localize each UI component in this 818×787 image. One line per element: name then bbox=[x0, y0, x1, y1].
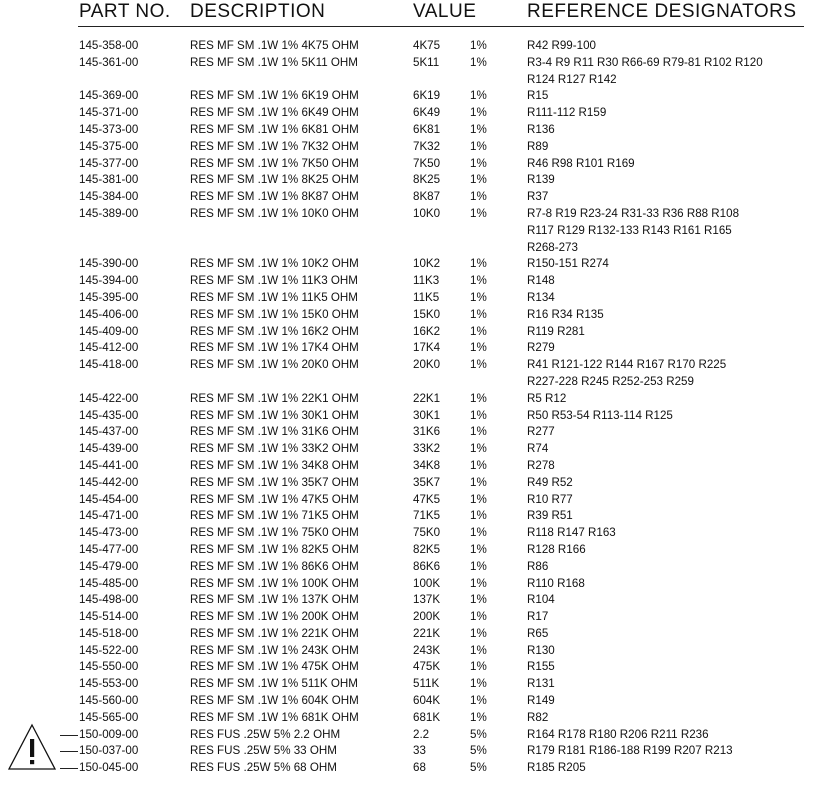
tolerance-cell: 1% bbox=[470, 677, 487, 691]
value-cell: 7K50 bbox=[413, 156, 441, 170]
value-cell: 137K bbox=[413, 593, 441, 607]
parts-row bbox=[0, 324, 818, 341]
parts-row bbox=[0, 105, 818, 122]
description-cell: RES MF SM .1W 1% 22K1 OHM bbox=[190, 391, 359, 405]
tolerance-cell: 1% bbox=[470, 89, 487, 103]
tolerance-cell: 1% bbox=[470, 475, 487, 489]
parts-row bbox=[0, 424, 818, 441]
parts-table bbox=[0, 38, 818, 777]
reference-designators-cell: R41 R121-122 R144 R167 R170 R225 bbox=[527, 358, 727, 372]
value-cell: 7K32 bbox=[413, 139, 441, 153]
description-cell: RES MF SM .1W 1% 6K19 OHM bbox=[190, 89, 359, 103]
description-cell: RES MF SM .1W 1% 681K OHM bbox=[190, 710, 359, 724]
value-cell: 33 bbox=[413, 744, 426, 758]
tolerance-cell: 1% bbox=[470, 660, 487, 674]
value-cell: 33K2 bbox=[413, 442, 441, 456]
part-number-cell: 145-394-00 bbox=[79, 274, 139, 288]
parts-row bbox=[0, 122, 818, 139]
part-number-cell: 145-422-00 bbox=[79, 391, 139, 405]
reference-designators-cell: R136 bbox=[527, 122, 555, 136]
part-number-cell: 145-439-00 bbox=[79, 442, 139, 456]
tolerance-cell: 1% bbox=[470, 576, 487, 590]
description-cell: RES MF SM .1W 1% 34K8 OHM bbox=[190, 458, 359, 472]
part-number-cell: 145-358-00 bbox=[79, 39, 139, 52]
tolerance-cell: 1% bbox=[470, 55, 487, 69]
reference-designators-cell: R134 bbox=[527, 290, 555, 304]
part-number-cell: 145-553-00 bbox=[79, 677, 139, 691]
part-number-cell: 145-479-00 bbox=[79, 559, 139, 573]
value-cell: 5K11 bbox=[413, 55, 440, 69]
description-cell: RES MF SM .1W 1% 475K OHM bbox=[190, 660, 359, 674]
reference-designators-cell: R268-273 bbox=[527, 240, 578, 254]
tolerance-cell: 1% bbox=[470, 324, 487, 338]
description-cell: RES MF SM .1W 1% 31K6 OHM bbox=[190, 425, 359, 439]
value-cell: 17K4 bbox=[413, 341, 441, 355]
description-cell: RES MF SM .1W 1% 200K OHM bbox=[190, 610, 359, 624]
part-number-cell: 145-550-00 bbox=[79, 660, 139, 674]
part-number-cell: 145-395-00 bbox=[79, 290, 139, 304]
description-cell: RES MF SM .1W 1% 7K50 OHM bbox=[190, 156, 359, 170]
part-number-cell: 145-485-00 bbox=[79, 576, 139, 590]
reference-designators-cell: R139 bbox=[527, 173, 555, 187]
reference-designators-cell: R89 bbox=[527, 139, 549, 153]
part-number-cell: 145-435-00 bbox=[79, 408, 139, 422]
part-number-cell: 145-437-00 bbox=[79, 425, 139, 439]
tolerance-cell: 1% bbox=[470, 458, 487, 472]
reference-designators-cell: R65 bbox=[527, 626, 549, 640]
part-number-cell: 145-441-00 bbox=[79, 458, 139, 472]
description-cell: RES MF SM .1W 1% 11K3 OHM bbox=[190, 274, 358, 288]
description-cell: RES MF SM .1W 1% 7K32 OHM bbox=[190, 139, 359, 153]
header-description: DESCRIPTION bbox=[190, 1, 326, 22]
description-cell: RES MF SM .1W 1% 8K25 OHM bbox=[190, 173, 359, 187]
parts-row bbox=[0, 38, 818, 55]
tolerance-cell: 1% bbox=[470, 106, 487, 120]
tolerance-cell: 1% bbox=[470, 526, 487, 540]
reference-designators-cell: R131 bbox=[527, 677, 555, 691]
tolerance-cell: 1% bbox=[470, 39, 487, 52]
reference-designators-cell: R155 bbox=[527, 660, 555, 674]
description-cell: RES MF SM .1W 1% 10K2 OHM bbox=[190, 257, 359, 271]
description-cell: RES MF SM .1W 1% 137K OHM bbox=[190, 593, 359, 607]
reference-designators-cell: R42 R99-100 bbox=[527, 39, 596, 52]
description-cell: RES MF SM .1W 1% 17K4 OHM bbox=[190, 341, 359, 355]
parts-row bbox=[0, 743, 818, 760]
reference-designators-cell: R110 R168 bbox=[527, 576, 585, 590]
parts-row bbox=[0, 441, 818, 458]
value-cell: 6K49 bbox=[413, 106, 441, 120]
tolerance-cell: 1% bbox=[470, 492, 487, 506]
reference-designators-cell: R130 bbox=[527, 643, 555, 657]
parts-row bbox=[0, 609, 818, 626]
parts-row bbox=[0, 676, 818, 693]
parts-row bbox=[0, 592, 818, 609]
tolerance-cell: 1% bbox=[470, 274, 487, 288]
value-cell: 8K87 bbox=[413, 190, 441, 204]
value-cell: 511K bbox=[413, 677, 440, 691]
parts-row bbox=[0, 508, 818, 525]
description-cell: RES FUS .25W 5% 2.2 OHM bbox=[190, 727, 341, 741]
part-number-cell: 145-454-00 bbox=[79, 492, 139, 506]
part-number-cell: 145-560-00 bbox=[79, 694, 139, 708]
part-number-cell: 145-384-00 bbox=[79, 190, 139, 204]
header-reference-designators: REFERENCE DESIGNATORS bbox=[527, 1, 797, 22]
value-cell: 16K2 bbox=[413, 324, 441, 338]
description-cell: RES MF SM .1W 1% 4K75 OHM bbox=[190, 39, 359, 52]
header-value: VALUE bbox=[413, 1, 477, 22]
reference-designators-cell: R128 R166 bbox=[527, 542, 586, 556]
value-cell: 75K0 bbox=[413, 526, 441, 540]
header-divider bbox=[78, 26, 804, 27]
tolerance-cell: 1% bbox=[470, 694, 487, 708]
description-cell: RES MF SM .1W 1% 5K11 OHM bbox=[190, 55, 358, 69]
value-cell: 22K1 bbox=[413, 391, 441, 405]
reference-designators-cell: R37 bbox=[527, 190, 549, 204]
reference-designators-cell: R148 bbox=[527, 274, 555, 288]
value-cell: 475K bbox=[413, 660, 441, 674]
value-cell: 11K3 bbox=[413, 274, 440, 288]
value-cell: 6K81 bbox=[413, 122, 441, 136]
part-number-cell: 145-361-00 bbox=[79, 55, 139, 69]
reference-designators-cell: R49 R52 bbox=[527, 475, 573, 489]
parts-row bbox=[0, 206, 818, 256]
parts-row bbox=[0, 559, 818, 576]
description-cell: RES MF SM .1W 1% 221K OHM bbox=[190, 626, 359, 640]
tolerance-cell: 1% bbox=[470, 408, 487, 422]
tolerance-cell: 1% bbox=[470, 442, 487, 456]
part-number-cell: 150-045-00 bbox=[79, 761, 139, 775]
parts-row bbox=[0, 391, 818, 408]
part-number-cell: 145-389-00 bbox=[79, 206, 139, 220]
tolerance-cell: 1% bbox=[470, 290, 487, 304]
parts-row bbox=[0, 643, 818, 660]
part-number-cell: 145-522-00 bbox=[79, 643, 139, 657]
tolerance-cell: 1% bbox=[470, 626, 487, 640]
value-cell: 221K bbox=[413, 626, 441, 640]
parts-row bbox=[0, 727, 818, 744]
parts-row bbox=[0, 475, 818, 492]
value-cell: 4K75 bbox=[413, 39, 441, 52]
safety-leader-line bbox=[60, 751, 78, 752]
tolerance-cell: 1% bbox=[470, 341, 487, 355]
description-cell: RES MF SM .1W 1% 243K OHM bbox=[190, 643, 359, 657]
description-cell: RES MF SM .1W 1% 8K87 OHM bbox=[190, 190, 359, 204]
tolerance-cell: 1% bbox=[470, 542, 487, 556]
tolerance-cell: 1% bbox=[470, 509, 487, 523]
description-cell: RES MF SM .1W 1% 16K2 OHM bbox=[190, 324, 359, 338]
value-cell: 681K bbox=[413, 710, 441, 724]
value-cell: 68 bbox=[413, 761, 426, 775]
parts-row bbox=[0, 139, 818, 156]
parts-row bbox=[0, 357, 818, 391]
reference-designators-cell: R50 R53-54 R113-114 R125 bbox=[527, 408, 673, 422]
reference-designators-cell: R46 R98 R101 R169 bbox=[527, 156, 635, 170]
header-part-no: PART NO. bbox=[79, 1, 171, 22]
tolerance-cell: 1% bbox=[470, 425, 487, 439]
value-cell: 2.2 bbox=[413, 727, 430, 741]
value-cell: 100K bbox=[413, 576, 441, 590]
value-cell: 86K6 bbox=[413, 559, 441, 573]
tolerance-cell: 1% bbox=[470, 593, 487, 607]
reference-designators-cell: R149 bbox=[527, 694, 555, 708]
reference-designators-cell: R118 R147 R163 bbox=[527, 526, 616, 540]
reference-designators-cell: R124 R127 R142 bbox=[527, 72, 617, 86]
value-cell: 34K8 bbox=[413, 458, 441, 472]
part-number-cell: 145-390-00 bbox=[79, 257, 139, 271]
tolerance-cell: 5% bbox=[470, 761, 487, 775]
parts-row bbox=[0, 340, 818, 357]
reference-designators-cell: R117 R129 R132-133 R143 R161 R165 bbox=[527, 223, 732, 237]
parts-row bbox=[0, 88, 818, 105]
reference-designators-cell: R16 R34 R135 bbox=[527, 307, 604, 321]
description-cell: RES MF SM .1W 1% 86K6 OHM bbox=[190, 559, 359, 573]
description-cell: RES MF SM .1W 1% 15K0 OHM bbox=[190, 307, 359, 321]
value-cell: 10K2 bbox=[413, 257, 441, 271]
parts-row bbox=[0, 55, 818, 89]
description-cell: RES MF SM .1W 1% 75K0 OHM bbox=[190, 526, 359, 540]
part-number-cell: 145-514-00 bbox=[79, 610, 139, 624]
reference-designators-cell: R104 bbox=[527, 593, 555, 607]
tolerance-cell: 1% bbox=[470, 122, 487, 136]
value-cell: 35K7 bbox=[413, 475, 441, 489]
value-cell: 47K5 bbox=[413, 492, 441, 506]
part-number-cell: 145-409-00 bbox=[79, 324, 139, 338]
description-cell: RES FUS .25W 5% 33 OHM bbox=[190, 744, 337, 758]
tolerance-cell: 1% bbox=[470, 257, 487, 271]
reference-designators-cell: R277 bbox=[527, 425, 555, 439]
tolerance-cell: 5% bbox=[470, 744, 487, 758]
reference-designators-cell: R164 R178 R180 R206 R211 R236 bbox=[527, 727, 709, 741]
reference-designators-cell: R185 R205 bbox=[527, 761, 586, 775]
part-number-cell: 145-375-00 bbox=[79, 139, 139, 153]
tolerance-cell: 1% bbox=[470, 139, 487, 153]
tolerance-cell: 5% bbox=[470, 727, 487, 741]
parts-row bbox=[0, 458, 818, 475]
safety-leader-line bbox=[60, 735, 78, 736]
parts-row bbox=[0, 710, 818, 727]
tolerance-cell: 1% bbox=[470, 190, 487, 204]
tolerance-cell: 1% bbox=[470, 710, 487, 724]
parts-row bbox=[0, 290, 818, 307]
reference-designators-cell: R227-228 R245 R252-253 R259 bbox=[527, 374, 694, 388]
description-cell: RES FUS .25W 5% 68 OHM bbox=[190, 761, 337, 775]
description-cell: RES MF SM .1W 1% 6K49 OHM bbox=[190, 106, 359, 120]
reference-designators-cell: R278 bbox=[527, 458, 555, 472]
value-cell: 8K25 bbox=[413, 173, 441, 187]
reference-designators-cell: R279 bbox=[527, 341, 555, 355]
value-cell: 604K bbox=[413, 694, 441, 708]
value-cell: 71K5 bbox=[413, 509, 441, 523]
value-cell: 20K0 bbox=[413, 358, 441, 372]
tolerance-cell: 1% bbox=[470, 156, 487, 170]
part-number-cell: 145-442-00 bbox=[79, 475, 139, 489]
reference-designators-cell: R3-4 R9 R11 R30 R66-69 R79-81 R102 R120 bbox=[527, 55, 763, 69]
reference-designators-cell: R17 bbox=[527, 610, 549, 624]
part-number-cell: 145-406-00 bbox=[79, 307, 139, 321]
tolerance-cell: 1% bbox=[470, 206, 487, 220]
part-number-cell: 145-565-00 bbox=[79, 710, 139, 724]
reference-designators-cell: R179 R181 R186-188 R199 R207 R213 bbox=[527, 744, 733, 758]
reference-designators-cell: R119 R281 bbox=[527, 324, 585, 338]
value-cell: 200K bbox=[413, 610, 441, 624]
parts-row bbox=[0, 273, 818, 290]
description-cell: RES MF SM .1W 1% 100K OHM bbox=[190, 576, 359, 590]
part-number-cell: 145-373-00 bbox=[79, 122, 139, 136]
description-cell: RES MF SM .1W 1% 82K5 OHM bbox=[190, 542, 359, 556]
part-number-cell: 145-498-00 bbox=[79, 593, 139, 607]
part-number-cell: 145-477-00 bbox=[79, 542, 139, 556]
reference-designators-cell: R10 R77 bbox=[527, 492, 573, 506]
parts-row bbox=[0, 189, 818, 206]
parts-row bbox=[0, 156, 818, 173]
parts-row bbox=[0, 626, 818, 643]
reference-designators-cell: R82 bbox=[527, 710, 549, 724]
value-cell: 243K bbox=[413, 643, 441, 657]
value-cell: 6K19 bbox=[413, 89, 441, 103]
value-cell: 10K0 bbox=[413, 206, 441, 220]
safety-leader-line bbox=[60, 768, 78, 769]
description-cell: RES MF SM .1W 1% 33K2 OHM bbox=[190, 442, 359, 456]
part-number-cell: 145-418-00 bbox=[79, 358, 139, 372]
part-number-cell: 150-009-00 bbox=[79, 727, 139, 741]
parts-row bbox=[0, 408, 818, 425]
part-number-cell: 145-471-00 bbox=[79, 509, 139, 523]
reference-designators-cell: R5 R12 bbox=[527, 391, 567, 405]
description-cell: RES MF SM .1W 1% 47K5 OHM bbox=[190, 492, 359, 506]
part-number-cell: 150-037-00 bbox=[79, 744, 139, 758]
value-cell: 82K5 bbox=[413, 542, 441, 556]
parts-row bbox=[0, 492, 818, 509]
part-number-cell: 145-473-00 bbox=[79, 526, 139, 540]
value-cell: 31K6 bbox=[413, 425, 441, 439]
part-number-cell: 145-369-00 bbox=[79, 89, 139, 103]
reference-designators-cell: R7-8 R19 R23-24 R31-33 R36 R88 R108 bbox=[527, 206, 740, 220]
tolerance-cell: 1% bbox=[470, 391, 487, 405]
parts-row bbox=[0, 659, 818, 676]
parts-row bbox=[0, 693, 818, 710]
value-cell: 30K1 bbox=[413, 408, 441, 422]
reference-designators-cell: R86 bbox=[527, 559, 549, 573]
parts-row bbox=[0, 576, 818, 593]
value-cell: 11K5 bbox=[413, 290, 440, 304]
reference-designators-cell: R150-151 R274 bbox=[527, 257, 609, 271]
description-cell: RES MF SM .1W 1% 511K OHM bbox=[190, 677, 358, 691]
parts-row bbox=[0, 760, 818, 777]
part-number-cell: 145-412-00 bbox=[79, 341, 139, 355]
tolerance-cell: 1% bbox=[470, 358, 487, 372]
reference-designators-cell: R74 bbox=[527, 442, 549, 456]
part-number-cell: 145-518-00 bbox=[79, 626, 139, 640]
parts-row bbox=[0, 525, 818, 542]
description-cell: RES MF SM .1W 1% 10K0 OHM bbox=[190, 206, 359, 220]
tolerance-cell: 1% bbox=[470, 307, 487, 321]
reference-designators-cell: R39 R51 bbox=[527, 509, 573, 523]
tolerance-cell: 1% bbox=[470, 643, 487, 657]
warning-triangle-icon bbox=[6, 722, 58, 772]
parts-row bbox=[0, 307, 818, 324]
value-cell: 15K0 bbox=[413, 307, 441, 321]
reference-designators-cell: R15 bbox=[527, 89, 549, 103]
parts-row bbox=[0, 256, 818, 273]
parts-row bbox=[0, 542, 818, 559]
part-number-cell: 145-371-00 bbox=[79, 106, 139, 120]
description-cell: RES MF SM .1W 1% 20K0 OHM bbox=[190, 358, 359, 372]
tolerance-cell: 1% bbox=[470, 610, 487, 624]
reference-designators-cell: R111-112 R159 bbox=[527, 106, 607, 120]
tolerance-cell: 1% bbox=[470, 173, 487, 187]
parts-row bbox=[0, 172, 818, 189]
description-cell: RES MF SM .1W 1% 30K1 OHM bbox=[190, 408, 359, 422]
description-cell: RES MF SM .1W 1% 604K OHM bbox=[190, 694, 359, 708]
part-number-cell: 145-381-00 bbox=[79, 173, 139, 187]
tolerance-cell: 1% bbox=[470, 559, 487, 573]
description-cell: RES MF SM .1W 1% 6K81 OHM bbox=[190, 122, 359, 136]
description-cell: RES MF SM .1W 1% 71K5 OHM bbox=[190, 509, 359, 523]
description-cell: RES MF SM .1W 1% 11K5 OHM bbox=[190, 290, 358, 304]
description-cell: RES MF SM .1W 1% 35K7 OHM bbox=[190, 475, 359, 489]
part-number-cell: 145-377-00 bbox=[79, 156, 139, 170]
